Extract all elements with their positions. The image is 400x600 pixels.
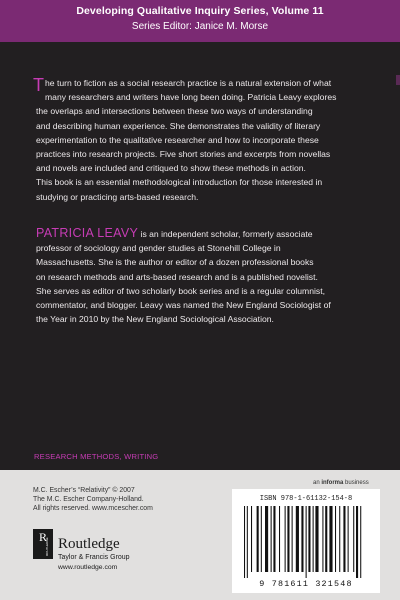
credit-line: All rights reserved. www.mcescher.com bbox=[33, 505, 153, 513]
description-line: studying or practicing arts-based research. bbox=[36, 191, 199, 202]
barcode-stripe bbox=[353, 506, 354, 572]
informa-note: an informa business bbox=[313, 480, 369, 486]
barcode bbox=[232, 489, 380, 593]
svg-text:R: R bbox=[38, 530, 48, 544]
bio-line: on research methods and arts-based research and is a published novelist. bbox=[36, 271, 318, 282]
footer-panel bbox=[0, 470, 400, 600]
cover-credit bbox=[33, 486, 153, 514]
logo-wordmark: ROUTLEDGE bbox=[45, 537, 49, 556]
publisher-url[interactable]: www.routledge.com bbox=[58, 564, 118, 571]
credit-line: The M.C. Escher Company-Holland. bbox=[33, 496, 144, 504]
barcode-stripe bbox=[356, 506, 358, 578]
credit-line: M.C. Escher’s “Relativity” © 2007 bbox=[33, 487, 135, 494]
bio-first-line bbox=[36, 226, 380, 241]
bio-line: Massachusetts. She is the author or editor of a dozen professional books bbox=[36, 257, 314, 268]
description-line: and describing human experience. She demonstrates the validity of literary bbox=[36, 120, 321, 131]
informa-brand: informa bbox=[321, 480, 344, 486]
series-banner bbox=[0, 0, 400, 42]
bio-line: the Year in 2010 by the New England Sociological Association. bbox=[36, 314, 274, 325]
subject-categories: RESEARCH METHODS, WRITING bbox=[34, 452, 159, 461]
bio-line: is an independent scholar, formerly associate bbox=[138, 229, 313, 239]
barcode-stripe bbox=[244, 506, 245, 578]
barcode-bars bbox=[244, 506, 368, 578]
barcode-stripe bbox=[296, 506, 299, 572]
description-line: and novels are included and critiqued to show these methods in action. bbox=[36, 163, 306, 174]
barcode-stripe bbox=[292, 506, 293, 572]
isbn-label: ISBN 978-1-61132-154-8 bbox=[259, 495, 353, 503]
description-line: experimentation to the qualitative researcher and how to incorporate these bbox=[36, 134, 319, 145]
barcode-stripe bbox=[257, 506, 259, 572]
barcode-stripe bbox=[348, 506, 349, 572]
author-bio bbox=[36, 226, 380, 326]
barcode-stripe bbox=[271, 506, 272, 572]
bio-line: commentator, and blogger. Leavy was named the New England Sociologist of bbox=[36, 300, 331, 311]
barcode-stripe bbox=[306, 506, 307, 578]
author-name: PATRICIA LEAVY bbox=[36, 226, 139, 240]
barcode-stripe bbox=[315, 506, 318, 572]
book-description bbox=[33, 75, 380, 204]
barcode-stripe bbox=[251, 506, 252, 572]
description-line: practices into research projects. Five short stories and excerpts from novellas bbox=[36, 149, 331, 160]
bio-line: She serves as editor of two scholarly book series and is a regular columnist, bbox=[36, 285, 325, 296]
barcode-stripe bbox=[265, 506, 268, 572]
barcode-stripe bbox=[279, 506, 280, 572]
barcode-stripe bbox=[287, 506, 289, 572]
series-title: Developing Qualitative Inquiry Series, Volume 11 bbox=[76, 5, 324, 17]
barcode-stripe bbox=[322, 506, 323, 572]
description-line: the overlaps and intersections between these two ways of understanding bbox=[36, 106, 313, 117]
barcode-stripe bbox=[335, 506, 336, 572]
publisher-group: Taylor & Francis Group bbox=[58, 554, 130, 561]
barcode-stripe bbox=[273, 506, 275, 572]
barcode-stripe bbox=[261, 506, 262, 572]
drop-cap: T bbox=[33, 75, 44, 95]
barcode-stripe bbox=[247, 506, 248, 578]
description-line: many researchers and writers have long been doing. Patricia Leavy explores bbox=[45, 92, 337, 103]
barcode-stripe bbox=[339, 506, 340, 572]
barcode-stripe bbox=[313, 506, 314, 572]
description-line: This book is an essential methodological introduction for those interested in bbox=[36, 177, 323, 188]
barcode-stripe bbox=[301, 506, 303, 572]
barcode-stripe bbox=[343, 506, 345, 572]
isbn-digits: 9 781611 321548 bbox=[259, 579, 353, 589]
edge-stripe bbox=[396, 75, 400, 85]
barcode-stripe bbox=[285, 506, 286, 572]
barcode-stripe bbox=[325, 506, 327, 572]
barcode-stripe bbox=[308, 506, 310, 572]
series-editor: Series Editor: Janice M. Morse bbox=[131, 21, 269, 32]
publisher-name: Routledge bbox=[58, 536, 120, 552]
description-line: he turn to fiction as a social research practice is a natural extension of what bbox=[45, 78, 332, 88]
bio-line: professor of sociology and gender studies at Stonehill College in bbox=[36, 243, 281, 254]
barcode-stripe bbox=[329, 506, 332, 572]
barcode-stripe bbox=[360, 506, 361, 578]
routledge-logo-icon bbox=[33, 529, 53, 559]
